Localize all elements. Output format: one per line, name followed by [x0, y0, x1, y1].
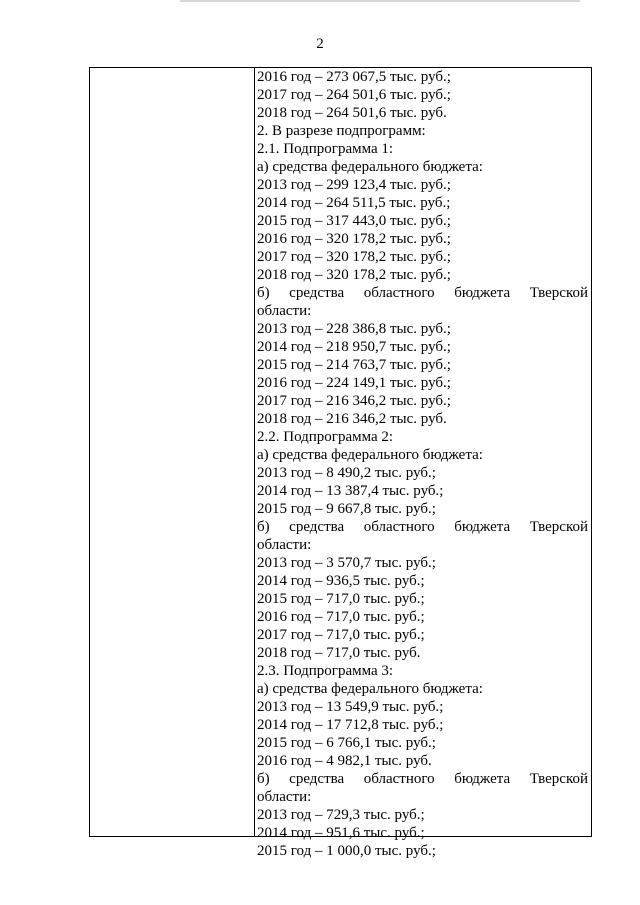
text-line: 2013 год – 13 549,9 тыс. руб.;: [257, 699, 444, 715]
text-line: 2015 год – 717,0 тыс. руб.;: [257, 591, 425, 607]
text-line: 2013 год – 228 386,8 тыс. руб.;: [257, 321, 451, 337]
text-line: области:: [257, 537, 312, 553]
text-line: 2.3. Подпрограмма 3:: [257, 663, 394, 679]
text-line: 2018 год – 320 178,2 тыс. руб.;: [257, 267, 451, 283]
text-line: 2014 год – 218 950,7 тыс. руб.;: [257, 339, 451, 355]
text-line: б) средства областного бюджета Тверской: [257, 771, 588, 787]
text-line: 2017 год – 216 346,2 тыс. руб.;: [257, 393, 451, 409]
text-line: 2017 год – 717,0 тыс. руб.;: [257, 627, 425, 643]
text-line: 2014 год – 264 511,5 тыс. руб.;: [257, 195, 451, 211]
text-line: б) средства областного бюджета Тверской: [257, 285, 588, 301]
table-left-cell: [90, 68, 254, 836]
text-line: 2016 год – 224 149,1 тыс. руб.;: [257, 375, 451, 391]
text-line: а) средства федерального бюджета:: [257, 681, 483, 697]
text-line: 2014 год – 936,5 тыс. руб.;: [257, 573, 425, 589]
text-line: 2014 год – 13 387,4 тыс. руб.;: [257, 483, 444, 499]
text-line: 2014 год – 951,6 тыс. руб.;: [257, 825, 425, 841]
table-right-cell: [257, 68, 588, 859]
text-line: а) средства федерального бюджета:: [257, 159, 483, 175]
text-line: 2015 год – 214 763,7 тыс. руб.;: [257, 357, 451, 373]
text-line: 2016 год – 273 067,5 тыс. руб.;: [257, 69, 451, 85]
text-line: 2013 год – 3 570,7 тыс. руб.;: [257, 555, 436, 571]
document-table: [89, 67, 592, 859]
text-line: 2017 год – 320 178,2 тыс. руб.;: [257, 249, 451, 265]
text-line: 2013 год – 299 123,4 тыс. руб.;: [257, 177, 451, 193]
table-column-divider: [254, 68, 255, 836]
text-line: 2013 год – 8 490,2 тыс. руб.;: [257, 465, 436, 481]
text-line: 2017 год – 264 501,6 тыс. руб.;: [257, 87, 451, 103]
text-line: 2018 год – 717,0 тыс. руб.: [257, 645, 421, 661]
text-line: 2015 год – 6 766,1 тыс. руб.;: [257, 735, 436, 751]
text-line: б) средства областного бюджета Тверской: [257, 519, 588, 535]
text-line: 2.2. Подпрограмма 2:: [257, 429, 394, 445]
text-line: 2015 год – 1 000,0 тыс. руб.;: [257, 843, 436, 859]
text-line: 2016 год – 717,0 тыс. руб.;: [257, 609, 425, 625]
text-line: 2013 год – 729,3 тыс. руб.;: [257, 807, 425, 823]
text-line: 2. В разрезе подпрограмм:: [257, 123, 426, 139]
text-line: области:: [257, 789, 312, 805]
text-line: 2016 год – 320 178,2 тыс. руб.;: [257, 231, 451, 247]
text-line: 2018 год – 216 346,2 тыс. руб.: [257, 411, 447, 427]
text-line: 2014 год – 17 712,8 тыс. руб.;: [257, 717, 444, 733]
page-number: 2: [316, 36, 324, 52]
text-line: 2015 год – 317 443,0 тыс. руб.;: [257, 213, 451, 229]
text-line: 2018 год – 264 501,6 тыс. руб.: [257, 105, 447, 121]
text-line: 2015 год – 9 667,8 тыс. руб.;: [257, 501, 436, 517]
text-line: 2.1. Подпрограмма 1:: [257, 141, 394, 157]
scan-top-edge: [180, 0, 580, 2]
text-line: 2016 год – 4 982,1 тыс. руб.: [257, 753, 432, 769]
text-line: области:: [257, 303, 312, 319]
text-line: а) средства федерального бюджета:: [257, 447, 483, 463]
